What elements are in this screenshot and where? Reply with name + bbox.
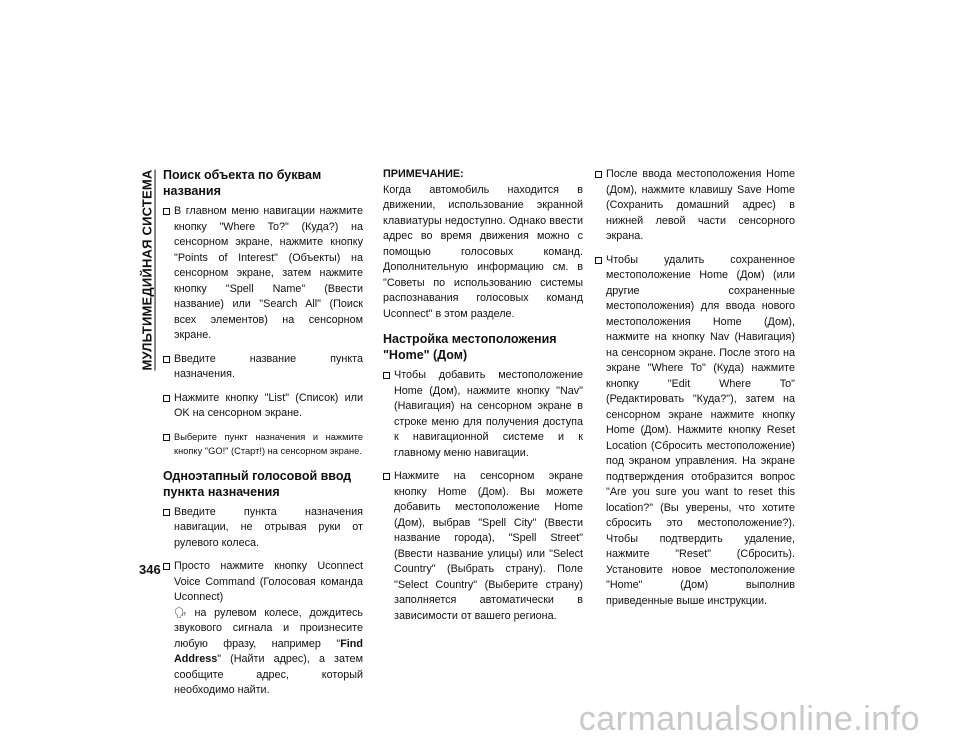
checkbox-bullet-icon [595, 171, 602, 178]
checkbox-bullet-icon [595, 257, 602, 264]
checkbox-bullet-icon [163, 509, 170, 516]
list-item: Введите пункта назначения навигации, не отрывая руки от рулевого колеса. [163, 505, 363, 552]
list-item: Чтобы удалить сохраненное местоположение Home (Дом) (или другие сохраненные местоположения) для ввода нового местоположения Home (Дом), нажмите на кнопку Nav (Навигация) на сенсорном экране. После этого на экране "Where To" (Куда) нажмите кнопку "Edit Where To" (Редактировать "Куда?"), затем на сенсорном экране нажмите кнопку Home (Дом). Нажмите кнопку Reset Location (Сбросить местоположение) под экраном управления. На экране подтверждения отобразится вопрос "Are you sure you want to reset this location?" (Вы уверены, что хотите сбросить это местоположение?). Чтобы подтвердить удаление, нажмите "Reset" (Сбросить). Установите новое местоположение "Home" (Дом) выполнив приведенные выше инструкции. [595, 253, 795, 610]
list-item: После ввода местоположения Home (Дом), нажмите клавишу Save Home (Сохранить домашний адрес) в нижней левой части сенсорного экрана. [595, 167, 795, 245]
side-section-title: МУЛЬТИМЕДИЙНАЯ СИСТЕМА [140, 168, 156, 371]
note-title: ПРИМЕЧАНИЕ: [383, 168, 464, 180]
watermark: carmanualsonline.info [578, 700, 920, 738]
list-item: Просто нажмите кнопку Uconnect Voice Command (Голосовая команда Uconnect) 🗣 на рулевом колесе, дождитесь звукового сигнала и произнесите любую фразу, например "Find Address" (Найти адрес), а затем сообщите адрес, который необходимо найти. [163, 559, 363, 699]
checkbox-bullet-icon [383, 473, 390, 480]
column-1 [163, 167, 363, 707]
heading-search-by-name: Поиск объекта по буквам названия [163, 168, 322, 198]
heading-voice-destination: Одноэтапный голосовой ввод пункта назначения [163, 468, 352, 499]
note-text: Когда автомобиль находится в движении, использование экранной клавиатуры недоступно. Однако ввести адрес во время движения можно с помощью голосовых команд. Дополнительную информацию см. в "Советы по использованию системы распознавания голосовых команд Uconnect" в этом разделе. [383, 183, 583, 320]
list-item: Нажмите кнопку "List" (Список) или OK на сенсорном экране. [163, 391, 363, 422]
column-2 [383, 167, 583, 632]
checkbox-bullet-icon [163, 434, 170, 441]
list-item: Выберите пункт назначения и нажмите кнопку "GO!" (Старт!) на сенсорном экране. [163, 430, 363, 458]
list-home-steps-continued [595, 167, 795, 609]
list-item: В главном меню навигации нажмите кнопку "Where To?" (Куда?) на сенсорном экране, нажмите кнопку "Points of Interest" (Объекты) на сенсорном экране, затем нажмите кнопку "Spell Name" (Ввести название) или "Search All" (Поиск всех элементов) на сенсорном экране. [163, 204, 363, 344]
voice-command-icon: 🗣 [174, 607, 192, 619]
checkbox-bullet-icon [383, 372, 390, 379]
checkbox-bullet-icon [163, 395, 170, 402]
list-search-steps [163, 204, 363, 458]
column-3 [595, 167, 795, 617]
heading-home-setup: Настройка местоположения "Home" (Дом) [383, 332, 557, 362]
checkbox-bullet-icon [163, 563, 170, 570]
list-voice-steps [163, 505, 363, 699]
list-home-steps [383, 368, 583, 624]
checkbox-bullet-icon [163, 356, 170, 363]
checkbox-bullet-icon [163, 208, 170, 215]
list-item: Нажмите на сенсорном экране кнопку Home (Дом). Вы можете добавить местоположение Home (Дом), выбрав "Spell City" (Ввести название города), "Spell Street" (Ввести название улицы) или "Select Country" (Выбрать страну). Поле "Select Country" (Выберите страну) заполняется автоматически в зависимости от вашего региона. [383, 469, 583, 624]
page-number: 346 [139, 562, 161, 577]
list-item: Введите название пункта назначения. [163, 352, 363, 383]
list-item: Чтобы добавить местоположение Home (Дом), нажмите кнопку "Nav" (Навигация) на сенсорном экране в строке меню для получения доступа к навигационной системе и к главному меню навигации. [383, 368, 583, 461]
